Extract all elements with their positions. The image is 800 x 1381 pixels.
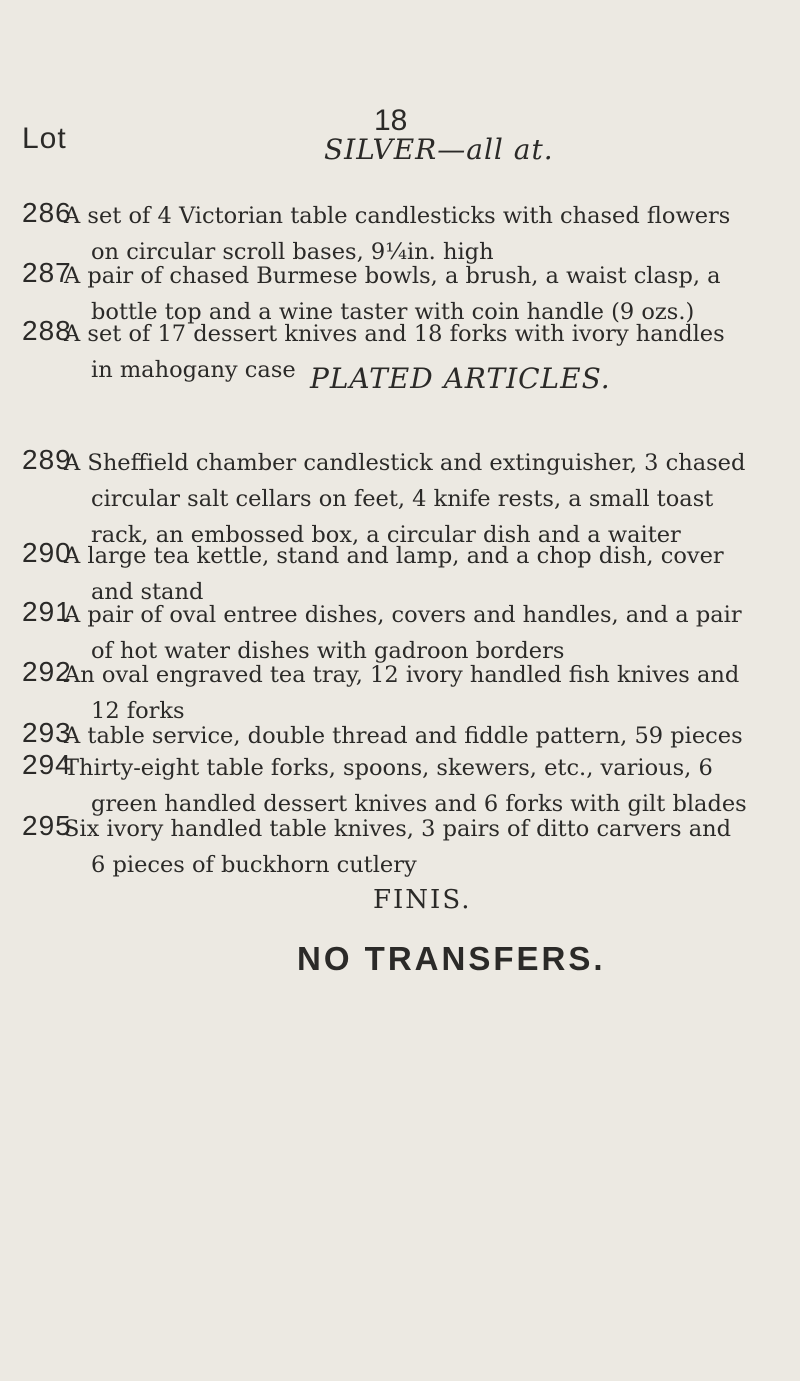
lot-number: 294 xyxy=(22,749,72,780)
lot-number: 292 xyxy=(22,656,72,687)
lot-line: green handled dessert knives and 6 forks with gilt blades xyxy=(91,791,747,817)
lot-number: 293 xyxy=(22,717,72,748)
lot-line: 12 forks xyxy=(91,698,185,724)
lot-line: bottle top and a wine taster with coin handle (9 ozs.) xyxy=(91,299,695,325)
lot-line: A set of 17 dessert knives and 18 forks with ivory handles xyxy=(64,321,725,347)
lot-number: 286 xyxy=(22,197,72,228)
lot-description xyxy=(64,811,794,883)
finis-heading: FINIS. xyxy=(373,885,472,915)
no-transfers-notice: NO TRANSFERS. xyxy=(297,940,606,977)
section-title-plated: PLATED ARTICLES. xyxy=(310,362,611,395)
lot-line: circular salt cellars on feet, 4 knife rests, a small toast xyxy=(91,486,714,512)
lot-line: and stand xyxy=(91,579,204,605)
lot-description xyxy=(64,445,794,553)
lot-line: rack, an embossed box, a circular dish and a waiter xyxy=(91,522,681,548)
lot-line: A table service, double thread and fiddle pattern, 59 pieces xyxy=(64,723,743,749)
lot-line: An oval engraved tea tray, 12 ivory handled fish knives and xyxy=(64,662,740,688)
page-number: 18 xyxy=(374,104,408,137)
lot-number: 295 xyxy=(22,810,72,841)
lot-description xyxy=(64,718,794,754)
lot-line: in mahogany case xyxy=(91,357,296,383)
lot-number: 291 xyxy=(22,596,72,627)
lot-number: 288 xyxy=(22,315,72,346)
lot-line: A large tea kettle, stand and lamp, and a chop dish, cover xyxy=(64,543,724,569)
lot-line: of hot water dishes with gadroon borders xyxy=(91,638,565,664)
lot-line: A pair of chased Burmese bowls, a brush, a waist clasp, a xyxy=(64,263,721,289)
lot-number: 289 xyxy=(22,444,72,475)
lot-line: Thirty-eight table forks, spoons, skewers, etc., various, 6 xyxy=(64,755,713,781)
lot-line: 6 pieces of buckhorn cutlery xyxy=(91,852,417,878)
lot-line: A set of 4 Victorian table candlesticks with chased flowers xyxy=(64,203,731,229)
lot-line: on circular scroll bases, 9¼in. high xyxy=(91,239,494,265)
lot-column-header: Lot xyxy=(22,122,67,155)
lot-line: A pair of oval entree dishes, covers and handles, and a pair xyxy=(64,602,742,628)
lot-line: A Sheffield chamber candlestick and extinguisher, 3 chased xyxy=(64,450,746,476)
lot-line: Six ivory handled table knives, 3 pairs of ditto carvers and xyxy=(64,816,732,842)
section-title-silver: SILVER—all at. xyxy=(324,133,554,166)
lot-number: 290 xyxy=(22,537,72,568)
lot-number: 287 xyxy=(22,257,72,288)
